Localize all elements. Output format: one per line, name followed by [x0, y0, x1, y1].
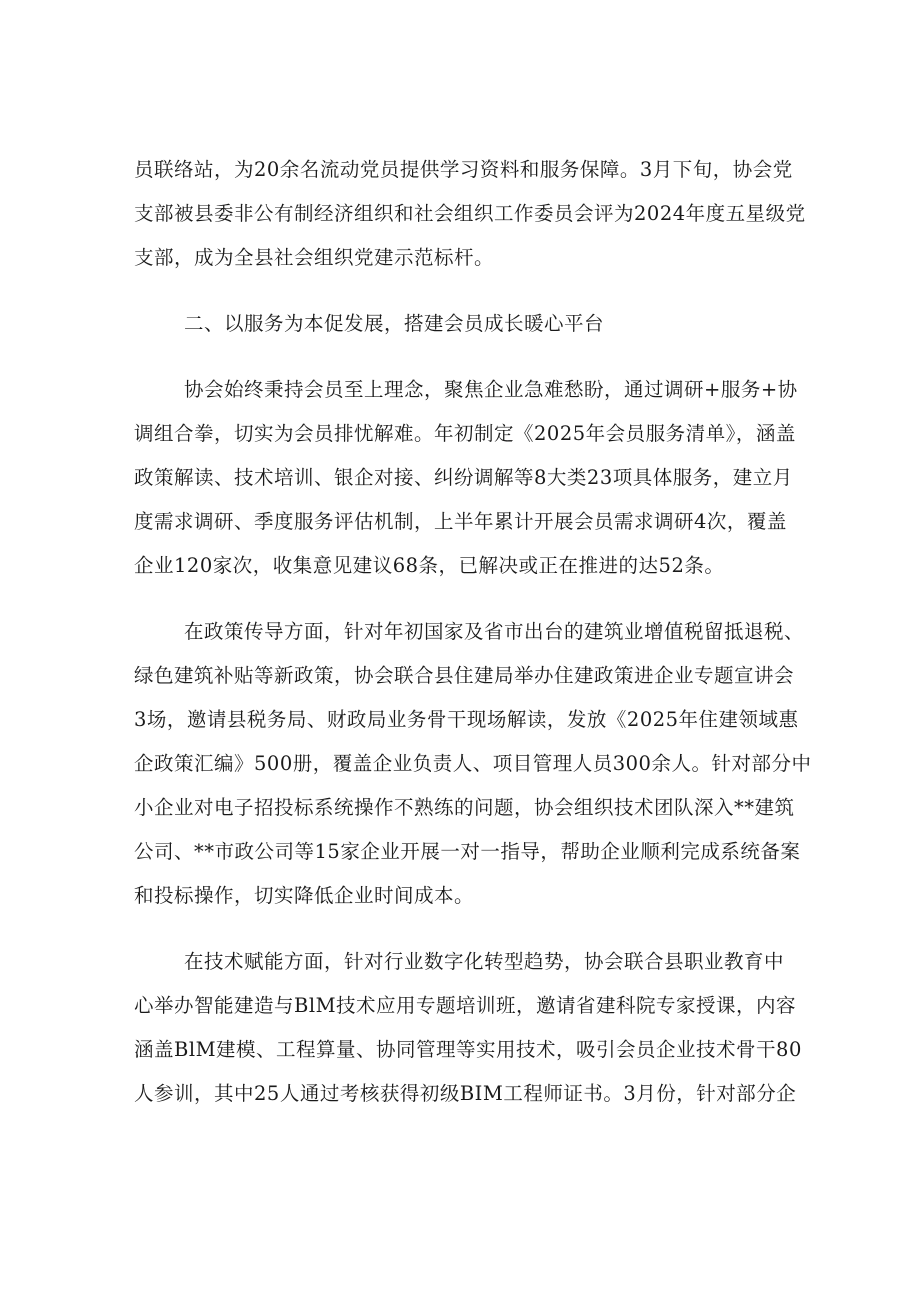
text-line: 政策解读、技术培训、银企对接、纠纷调解等8大类23项具体服务，建立月: [134, 466, 793, 489]
text-line: 涵盖BlM建模、工程算量、协同管理等实用技术，吸引会员企业技术骨干80: [134, 1038, 802, 1061]
text-line: 心举办智能建造与BlM技术应用专题培训班，邀请省建科院专家授课，内容: [134, 994, 797, 1017]
text-line: 3场，邀请县税务局、财政局业务骨干现场解读，发放《2025年住建领域惠: [134, 708, 799, 731]
text-line: 企政策汇编》500册，覆盖企业负责人、项目管理人员300余人。针对部分中: [134, 752, 812, 775]
text-line: 小企业对电子招投标系统操作不熟练的问题，协会组织技术团队深入**建筑: [134, 796, 795, 819]
text-line: 度需求调研、季度服务评估机制，上半年累计开展会员需求调研4次，覆盖: [134, 510, 787, 533]
text-line: 支部被县委非公有制经济组织和社会组织工作委员会评为2024年度五星级党: [134, 202, 806, 225]
text-line: 企业120家次，收集意见建议68条，已解决或正在推进的达52条。: [134, 554, 725, 577]
heading-line: 二、以服务为本促发展，搭建会员成长暖心平台: [184, 312, 605, 335]
text-line: 员联络站，为20余名流动党员提供学习资料和服务保障。3月下旬，协会党: [134, 158, 793, 181]
text-line: 在技术赋能方面，针对行业数字化转型趋势，协会联合县职业教育中: [184, 950, 785, 973]
text-line: 在政策传导方面，针对年初国家及省市出台的建筑业增值税留抵退税、: [184, 620, 805, 643]
text-line: 人参训，其中25人通过考核获得初级BIM工程师证书。3月份，针对部分企: [134, 1082, 797, 1105]
text-line: 协会始终秉持会员至上理念，聚焦企业急难愁盼，通过调研+服务+协: [184, 378, 798, 401]
text-line: 支部，成为全县社会组织党建示范标杆。: [134, 246, 495, 269]
text-line: 调组合拳，切实为会员排忧解难。年初制定《2025年会员服务清单》，涵盖: [134, 422, 796, 445]
text-line: 公司、**市政公司等15家企业开展一对一指导，帮助企业顺利完成系统备案: [134, 840, 801, 863]
text-line: 和投标操作，切实降低企业时间成本。: [134, 884, 475, 907]
text-line: 绿色建筑补贴等新政策，协会联合县住建局举办住建政策进企业专题宣讲会: [134, 664, 795, 687]
